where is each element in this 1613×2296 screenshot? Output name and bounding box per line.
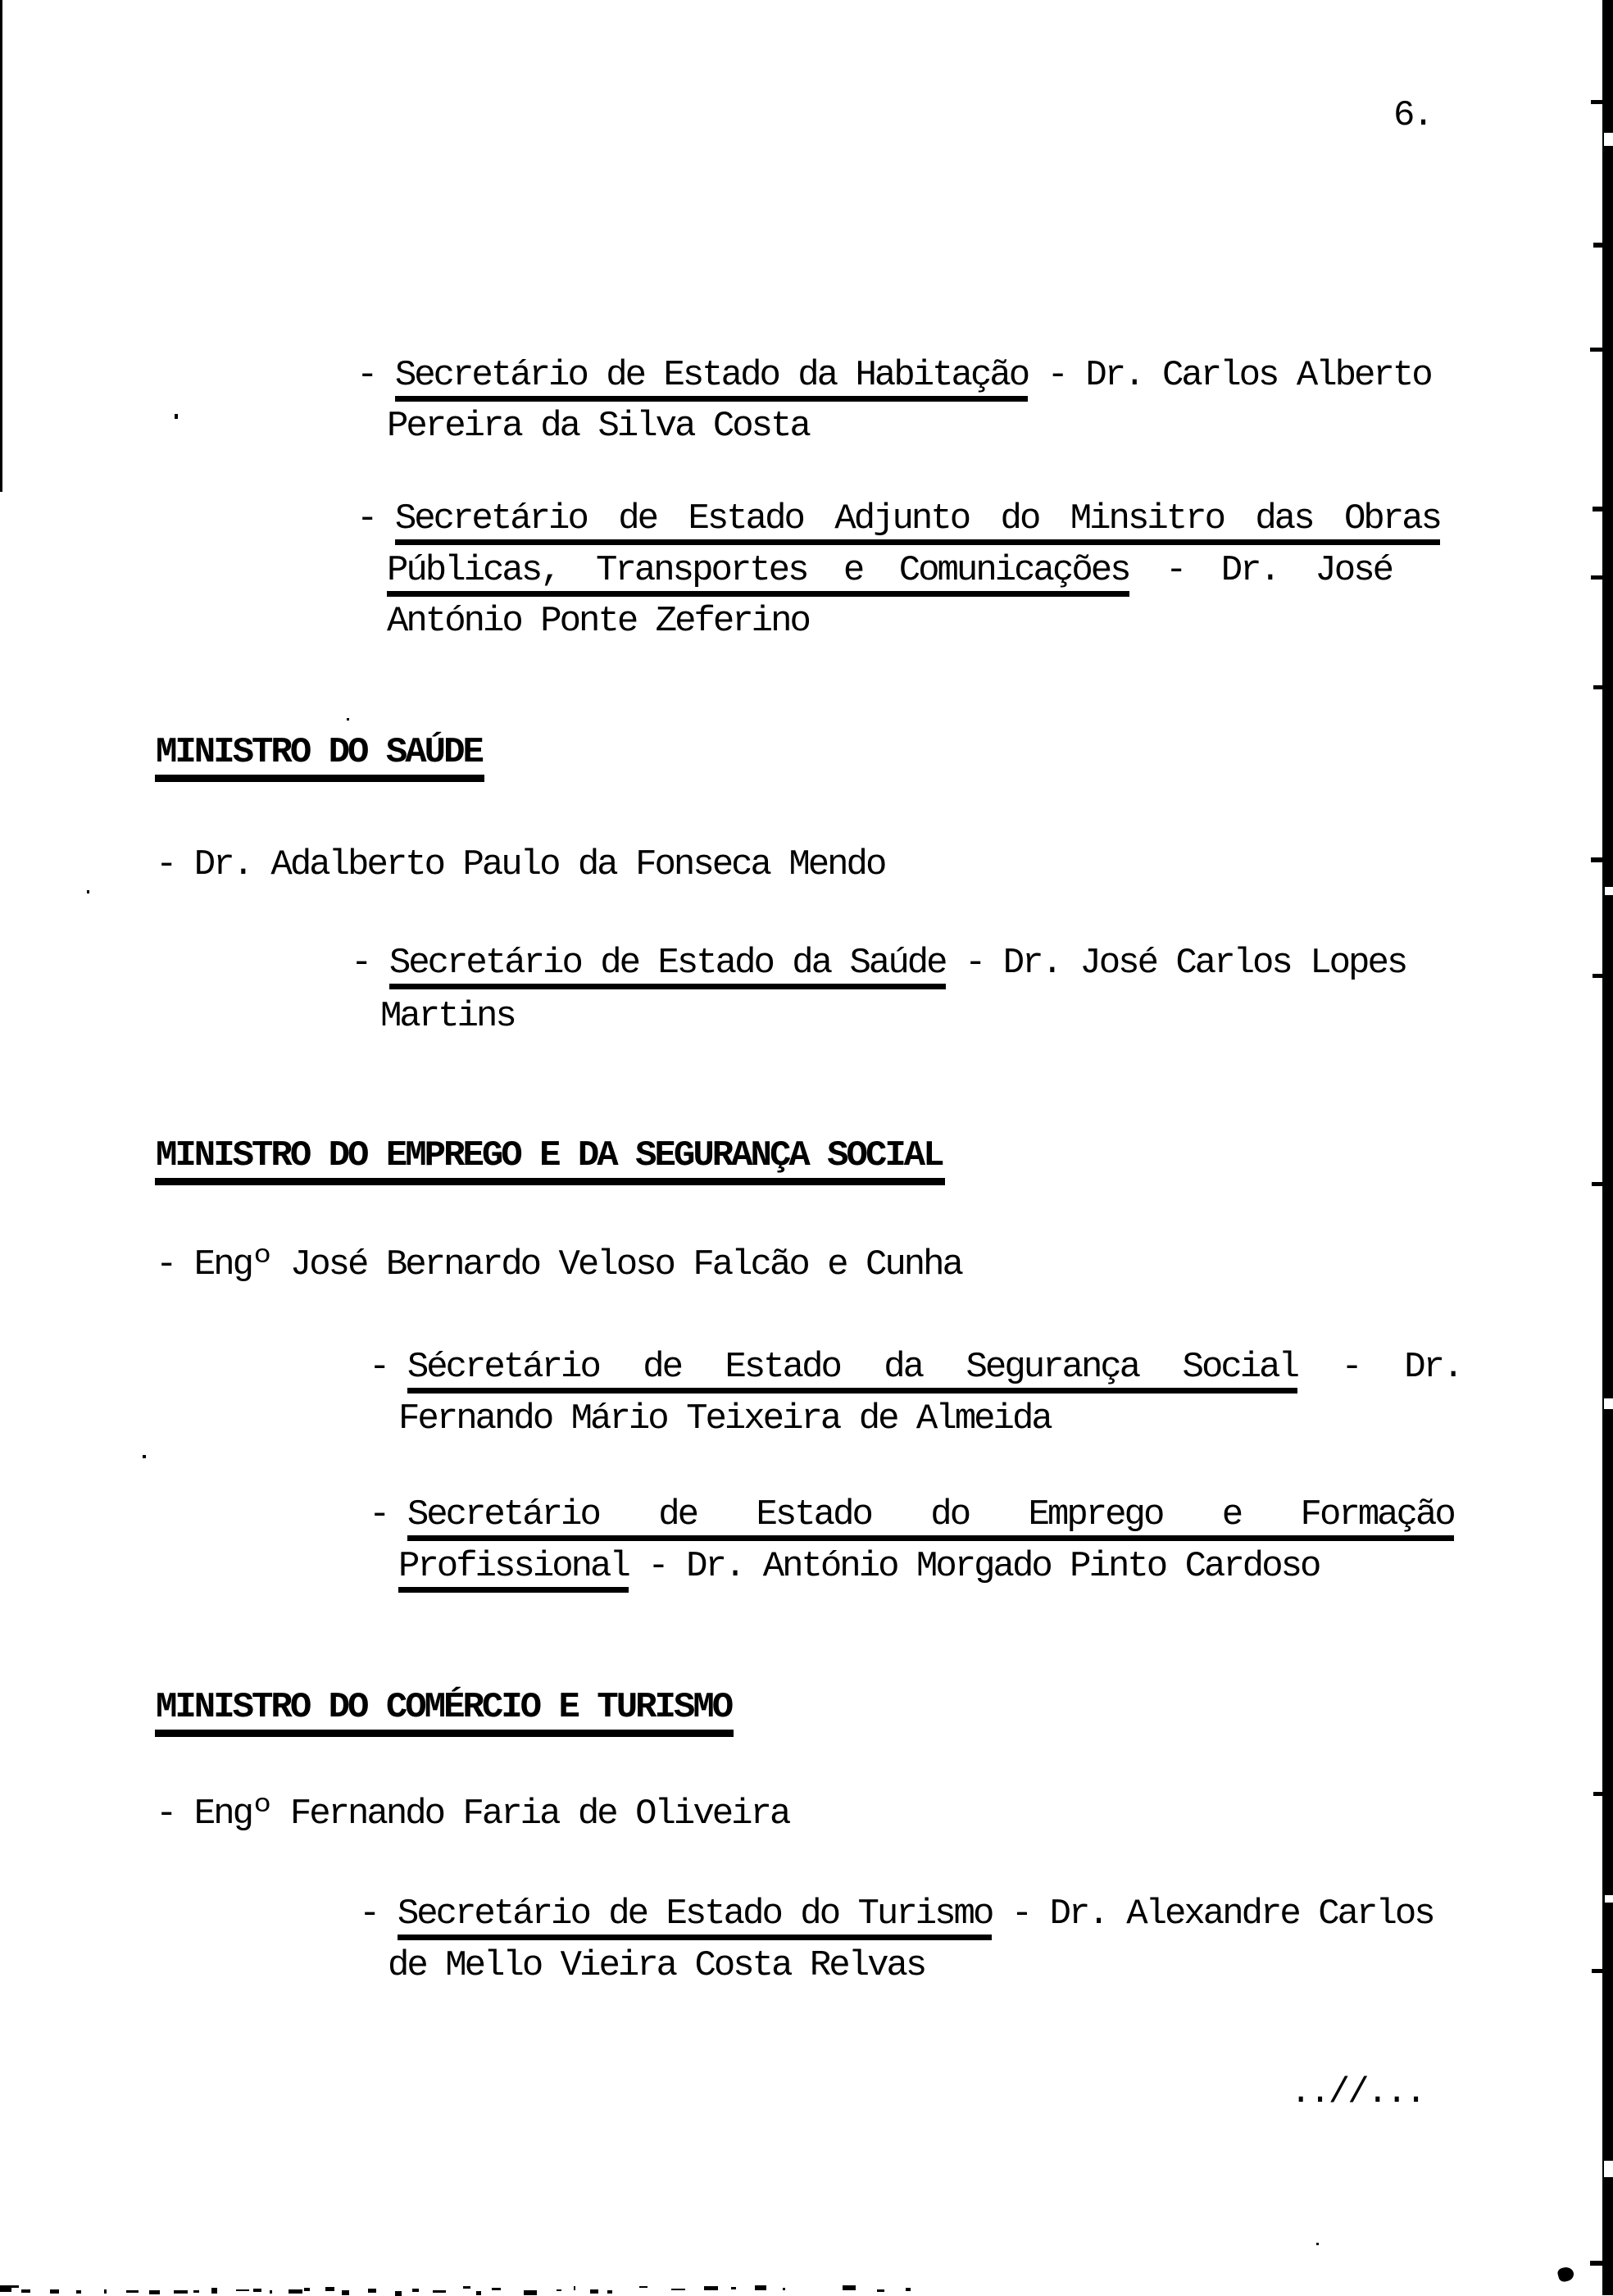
bullet-dash: -	[369, 1347, 407, 1388]
secretary-title-habitacao: Secretário de Estado da Habitação	[395, 355, 1028, 402]
bullet-dash: -	[357, 355, 395, 396]
page-number: 6.	[1393, 95, 1432, 136]
secretary-title-formacao-part2: Profissional	[398, 1546, 629, 1593]
scan-right-edge-bar	[1602, 0, 1613, 2295]
secretary-title-saude: Secretário de Estado da Saúde	[389, 943, 946, 989]
continuation-mark: ..//...	[1290, 2072, 1424, 2113]
secretary-title-turismo: Secretário de Estado do Turismo	[398, 1894, 993, 1940]
secretary-holder-turismo: - Dr. Alexandre Carlos	[992, 1894, 1434, 1935]
entry-seguranca-line2: Fernando Mário Teixeira de Almeida	[398, 1398, 1051, 1439]
secretary-holder-formacao: - Dr. António Morgado Pinto Cardoso	[628, 1546, 1320, 1587]
entry-saude-sec-line1	[351, 943, 1406, 984]
secretary-holder-adjunto: - Dr. José	[1129, 550, 1393, 591]
secretary-title-adjunto-part1: Secretário de Estado Adjunto do Minsitro das Obras	[395, 498, 1440, 545]
entry-formacao-line1	[369, 1494, 1454, 1535]
secretary-title-seguranca: Sécretário de Estado da Segurança Social	[407, 1347, 1297, 1394]
secretary-title-adjunto-part2: Públicas, Transportes e Comunicações	[387, 550, 1129, 597]
entry-turismo-line2: de Mello Vieira Costa Relvas	[388, 1945, 925, 1986]
entry-turismo-line1	[359, 1894, 1434, 1935]
scan-left-edge-line	[0, 0, 2, 492]
bullet-dash: -	[369, 1494, 407, 1535]
entry-habitacao-line2: Pereira da Silva Costa	[387, 406, 809, 447]
bullet-dash: -	[359, 1894, 398, 1935]
entry-seguranca-line1	[369, 1347, 1462, 1388]
entry-formacao-line2	[398, 1546, 1320, 1587]
minister-name-saude: - Dr. Adalberto Paulo da Fonseca Mendo	[156, 844, 885, 885]
entry-adjunto-line3: António Ponte Zeferino	[387, 601, 809, 642]
secretary-title-formacao-part1: Secretário de Estado do Emprego e Formação	[407, 1494, 1454, 1541]
entry-habitacao-line1	[357, 355, 1431, 396]
minister-name-comercio: - Engº Fernando Faria de Oliveira	[156, 1794, 789, 1835]
secretary-holder-seguranca: - Dr.	[1297, 1347, 1462, 1388]
section-heading-saude: MINISTRO DO SAÚDE	[156, 734, 484, 771]
scan-ink-blob	[1556, 2266, 1575, 2283]
section-heading-comercio: MINISTRO DO COMÉRCIO E TURISMO	[156, 1689, 734, 1725]
entry-adjunto-line2	[387, 552, 1392, 589]
bullet-dash: -	[357, 498, 395, 539]
section-heading-emprego: MINISTRO DO EMPREGO E DA SEGURANÇA SOCIAL	[156, 1138, 945, 1174]
bullet-dash: -	[351, 943, 389, 984]
minister-name-emprego: - Engº José Bernardo Veloso Falcão e Cunha	[156, 1244, 961, 1285]
secretary-holder-saude: - Dr. José Carlos Lopes	[945, 943, 1406, 984]
entry-saude-sec-line2: Martins	[380, 996, 515, 1037]
entry-adjunto-line1	[357, 498, 1441, 539]
secretary-holder-habitacao: - Dr. Carlos Alberto	[1028, 355, 1431, 396]
